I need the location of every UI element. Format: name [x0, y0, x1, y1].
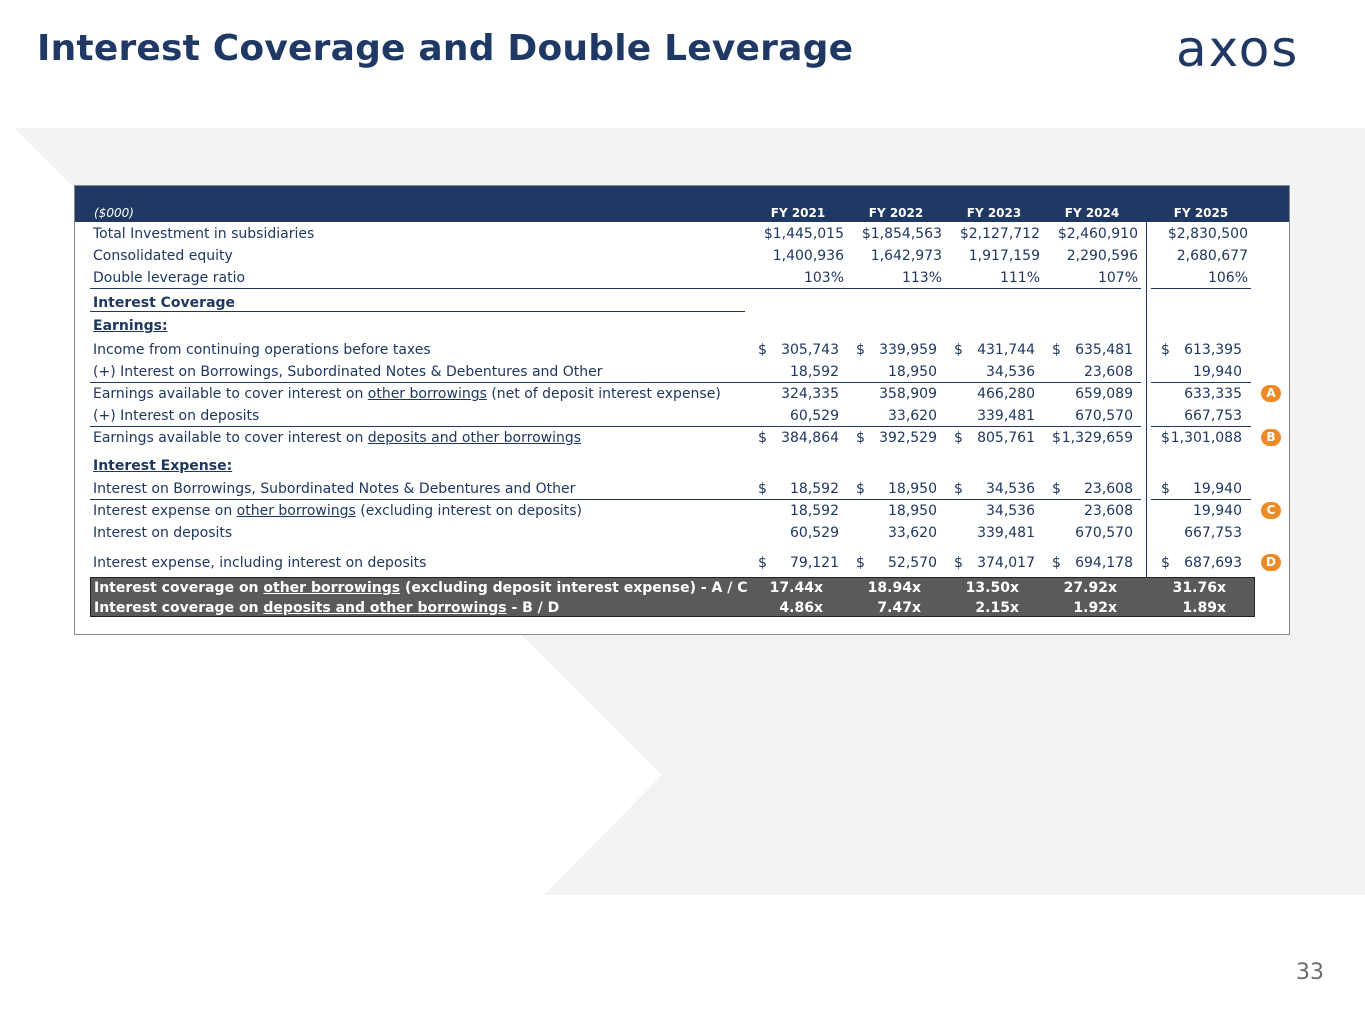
- marker-badge-c: C: [1261, 502, 1281, 519]
- dollar-sign: $: [758, 481, 767, 497]
- summary-value: 31.76x: [1172, 580, 1226, 596]
- row-label-underlined: deposits and other borrowings: [367, 430, 582, 446]
- cell-value: 33,620: [888, 525, 937, 541]
- summary-value: 1.89x: [1182, 600, 1226, 616]
- table-row: [75, 500, 1289, 522]
- table-row: [75, 478, 1289, 500]
- cell-value: $2,830,500: [1167, 226, 1248, 242]
- section-heading-interest-expense: Interest Expense:: [93, 458, 233, 474]
- cell-value: 1,329,659: [1061, 430, 1133, 446]
- cell-value: $2,127,712: [959, 226, 1040, 242]
- cell-value: 23,608: [1084, 481, 1133, 497]
- cell-value: 23,608: [1084, 364, 1133, 380]
- cell-value: 694,178: [1075, 555, 1133, 571]
- cell-value: 339,481: [977, 525, 1035, 541]
- cell-value: 2,290,596: [1066, 248, 1138, 264]
- logo-text: axos: [1176, 26, 1300, 72]
- cell-value: 2,680,677: [1176, 248, 1248, 264]
- row-label: Interest on Borrowings, Subordinated Notes & Debentures and Other: [93, 481, 576, 497]
- table-row: [75, 339, 1289, 361]
- dollar-sign: $: [1161, 555, 1170, 571]
- cell-value: 60,529: [790, 408, 839, 424]
- table-row: [75, 245, 1289, 267]
- dollar-sign: $: [758, 555, 767, 571]
- dollar-sign: $: [856, 342, 865, 358]
- divider-line: [1151, 288, 1251, 289]
- row-label: Total Investment in subsidiaries: [93, 226, 315, 242]
- summary-row: [91, 598, 1305, 618]
- cell-value: 23,608: [1084, 503, 1133, 519]
- dollar-sign: $: [1052, 481, 1061, 497]
- cell-value: 339,481: [977, 408, 1035, 424]
- cell-value: 805,761: [977, 430, 1035, 446]
- cell-value: $2,460,910: [1057, 226, 1138, 242]
- cell-value: $1,854,563: [861, 226, 942, 242]
- section-heading-interest-coverage: Interest Coverage: [93, 295, 236, 311]
- column-separator: [1146, 222, 1147, 577]
- cell-value: 19,940: [1193, 503, 1242, 519]
- divider-line: [90, 288, 1141, 289]
- summary-value: 13.50x: [965, 580, 1019, 596]
- cell-value: 667,753: [1184, 525, 1242, 541]
- dollar-sign: $: [954, 555, 963, 571]
- dollar-sign: $: [1052, 342, 1061, 358]
- cell-value: 667,753: [1184, 408, 1242, 424]
- cell-value: 18,950: [888, 364, 937, 380]
- dollar-sign: $: [758, 342, 767, 358]
- divider-line: [90, 311, 745, 312]
- row-label: (+) Interest on Borrowings, Subordinated Notes & Debentures and Other: [93, 364, 603, 380]
- coverage-summary: [90, 577, 1255, 617]
- cell-value: 670,570: [1075, 408, 1133, 424]
- summary-value: 7.47x: [877, 600, 921, 616]
- dollar-sign: $: [1161, 430, 1170, 446]
- cell-value: 18,592: [790, 503, 839, 519]
- cell-value: 339,959: [879, 342, 937, 358]
- cell-value: 107%: [1097, 270, 1138, 286]
- cell-value: 33,620: [888, 408, 937, 424]
- row-label: (+) Interest on deposits: [93, 408, 260, 424]
- cell-value: 106%: [1207, 270, 1248, 286]
- row-label: Earnings available to cover interest on other borrowings (net of deposit interest expense): [93, 386, 721, 402]
- cell-value: 18,950: [888, 503, 937, 519]
- cell-value: 659,089: [1075, 386, 1133, 402]
- table-row: [75, 552, 1289, 574]
- table-row: [75, 522, 1289, 544]
- col-header-fy2022: FY 2022: [868, 206, 924, 220]
- table-row: [75, 361, 1289, 383]
- cell-value: 19,940: [1193, 481, 1242, 497]
- section-heading-earnings: Earnings:: [93, 318, 168, 334]
- cell-value: 34,536: [986, 503, 1035, 519]
- summary-value: 18.94x: [867, 580, 921, 596]
- marker-badge-b: B: [1261, 429, 1281, 446]
- dollar-sign: $: [856, 555, 865, 571]
- summary-label: Interest coverage on deposits and other borrowings - B / D: [94, 600, 560, 616]
- dollar-sign: $: [1161, 481, 1170, 497]
- col-header-fy2024: FY 2024: [1064, 206, 1120, 220]
- page-number: 33: [1296, 960, 1324, 985]
- cell-value: 374,017: [977, 555, 1035, 571]
- cell-value: 466,280: [977, 386, 1035, 402]
- cell-value: 670,570: [1075, 525, 1133, 541]
- cell-value: 635,481: [1075, 342, 1133, 358]
- cell-value: 1,642,973: [870, 248, 942, 264]
- axos-logo: [1176, 26, 1346, 72]
- row-label: Interest expense on other borrowings (excluding interest on deposits): [93, 503, 582, 519]
- summary-value: 2.15x: [975, 600, 1019, 616]
- cell-value: 111%: [999, 270, 1040, 286]
- summary-value: 27.92x: [1063, 580, 1117, 596]
- dollar-sign: $: [1052, 430, 1061, 446]
- summary-label: Interest coverage on other borrowings (excluding deposit interest expense) - A / C: [94, 580, 748, 596]
- row-label: Consolidated equity: [93, 248, 233, 264]
- summary-label-underlined: deposits and other borrowings: [263, 600, 507, 616]
- cell-value: 60,529: [790, 525, 839, 541]
- summary-value: 4.86x: [779, 600, 823, 616]
- cell-value: 1,400,936: [772, 248, 844, 264]
- cell-value: $1,445,015: [763, 226, 844, 242]
- cell-value: 113%: [901, 270, 942, 286]
- table-header: [75, 186, 1289, 222]
- col-header-fy2021: FY 2021: [770, 206, 826, 220]
- cell-value: 1,301,088: [1170, 430, 1242, 446]
- dollar-sign: $: [856, 481, 865, 497]
- table-row: [75, 383, 1289, 405]
- cell-value: 34,536: [986, 481, 1035, 497]
- cell-value: 52,570: [888, 555, 937, 571]
- row-label: Interest on deposits: [93, 525, 233, 541]
- row-label-underlined: other borrowings: [236, 503, 356, 519]
- col-header-fy2023: FY 2023: [966, 206, 1022, 220]
- cell-value: 79,121: [790, 555, 839, 571]
- cell-value: 324,335: [781, 386, 839, 402]
- summary-value: 17.44x: [769, 580, 823, 596]
- cell-value: 384,864: [781, 430, 839, 446]
- row-label: Double leverage ratio: [93, 270, 246, 286]
- summary-label-underlined: other borrowings: [263, 580, 401, 596]
- col-header-fy2025: FY 2025: [1173, 206, 1229, 220]
- cell-value: 103%: [803, 270, 844, 286]
- page-title: Interest Coverage and Double Leverage: [37, 28, 854, 69]
- marker-badge-d: D: [1261, 554, 1281, 571]
- cell-value: 19,940: [1193, 364, 1242, 380]
- table-row: [75, 223, 1289, 245]
- cell-value: 392,529: [879, 430, 937, 446]
- cell-value: 431,744: [977, 342, 1035, 358]
- dollar-sign: $: [954, 430, 963, 446]
- row-label: Interest expense, including interest on deposits: [93, 555, 427, 571]
- table-row: [75, 405, 1289, 427]
- dollar-sign: $: [954, 481, 963, 497]
- dollar-sign: $: [1052, 555, 1061, 571]
- cell-value: 34,536: [986, 364, 1035, 380]
- dollar-sign: $: [1161, 342, 1170, 358]
- cell-value: 18,592: [790, 364, 839, 380]
- cell-value: 687,693: [1184, 555, 1242, 571]
- row-label-underlined: other borrowings: [367, 386, 487, 402]
- cell-value: 305,743: [781, 342, 839, 358]
- unit-label: ($000): [94, 206, 134, 220]
- summary-row: [91, 578, 1305, 598]
- dollar-sign: $: [954, 342, 963, 358]
- row-label: Income from continuing operations before taxes: [93, 342, 431, 358]
- cell-value: 633,335: [1184, 386, 1242, 402]
- financial-table: [74, 185, 1290, 635]
- cell-value: 18,950: [888, 481, 937, 497]
- summary-value: 1.92x: [1073, 600, 1117, 616]
- cell-value: 358,909: [879, 386, 937, 402]
- marker-badge-a: A: [1261, 385, 1281, 402]
- table-row: [75, 427, 1289, 449]
- cell-value: 613,395: [1184, 342, 1242, 358]
- dollar-sign: $: [856, 430, 865, 446]
- dollar-sign: $: [758, 430, 767, 446]
- cell-value: 1,917,159: [968, 248, 1040, 264]
- row-label: Earnings available to cover interest on deposits and other borrowings: [93, 430, 582, 446]
- cell-value: 18,592: [790, 481, 839, 497]
- table-row: [75, 267, 1289, 289]
